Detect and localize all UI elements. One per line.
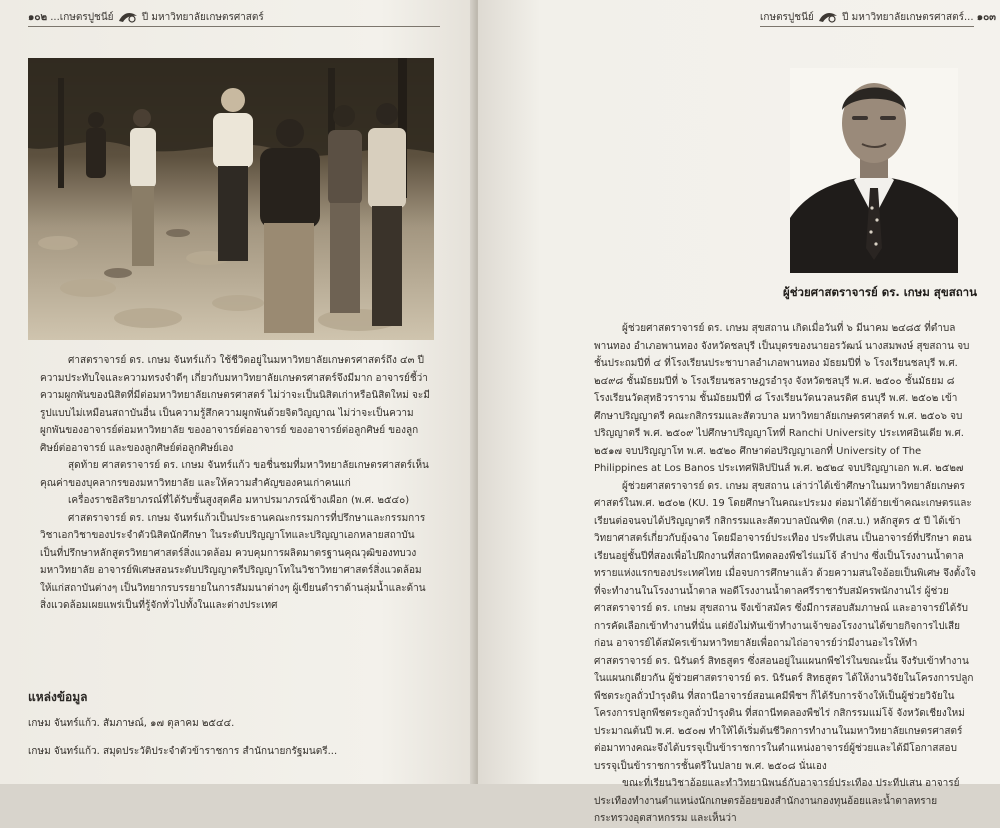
right-paragraph: ผู้ช่วยศาสตราจารย์ ดร. เกษม สุขสถาน เล่าว่าได้เข้าศึกษาในมหาวิทยาลัยเกษตรศาสตร์ในพ.ศ. ๒๕๐๒ (KU. 19 โดยศึกษาในคณะประมง ต่อมาได้ย้ายเข้าคณะเกษตรและเรียนต่อจนจบได้ปริญญาตรี กสิกรรมและสัตวบาลบัณฑิต (กส.บ.) หลักสูตร ๕ ปี ได้เข้าวิทยาศาสตร์เกี่ยวกับยุ้งฉาง โดยมีอาจารย์ประเทือง ประทีปเสน เป็นอาจารย์ที่ปรึกษา ตอนเรียนอยู่ชั้นปีที่สองเพื่อไปฝึกงานที่สถานีทดลองพืชไร่แม่โจ้ ลำปาง ซึ่งเป็นโรงงานน้ำตาลทรายแห่งแรกของประเทศไทย เมื่อจบการศึกษาแล้ว ด้วยความสนใจอ้อยเป็นพิเศษ จึงตั้งใจที่จะทำงานในโรงงานน้ำตาล พอดีโรงงานน้ำตาลศรีราชารับสมัครพนักงานไร่ ผู้ช่วยศาสตราจารย์ ดร. เกษม สุขสถาน จึงเข้าสมัคร ซึ่งมีการสอบสัมภาษณ์ และอาจารย์ได้รับการคัดเลือกเข้าทำงานที่นั่น แต่ยังไม่ทันเข้าทำงานเจ้าของโรงงานได้ขายกิจการไปเสียก่อน อาจารย์ได้สมัครเข้ามหาวิทยาลัยเพื่อถามไถ่อาจารย์ว่ามีงานอะไรให้ทำ ศาสตราจารย์ ดร. นิรันดร์ สิทธสูตร ซึ่งสอนอยู่ในแผนกพืชไร่ในขณะนั้น จึงรับเข้าทำงานในแผนกเดียวกัน ผู้ช่วยศาสตราจารย์ ดร. นิรันดร์ สิทธสูตร ได้ให้งานวิจัยในโครงการปลูกพืชตระกูลถั่วบำรุงดิน ที่สถานีอาจารย์สอนเคมีพืชฯ ก็ได้รับการจ้างให้เป็นผู้ช่วยวิจัยในโครงการปลูกพืชตระกูลถั่วบำรุงดิน ที่สถานีทดลองพืชไร่ กสิกรรมแม่โจ้ จังหวัดเชียงใหม่ ประมาณต้นปี พ.ศ. ๒๕๐๗ ทำให้ได้เริ่มต้นชีวิตการทำงานในมหาวิทยาลัยเกษตรศาสตร์ ต่อมาทางคณะจึงได้บรรจุเป็นข้าราชการในตำแหน่งอาจารย์ผู้ช่วยและได้มีโอกาสสอบบรรจุเป็นข้าราชการชั้นตรีในปลาย พ.ศ. ๒๕๐๘ นั่นเอง [594,480,976,772]
left-book-title: ...เกษตรปูชนีย์ [50,12,114,23]
portrait-caption: ผู้ช่วยศาสตราจารย์ ดร. เกษม สุขสถาน [783,285,977,299]
sources-list [28,710,428,766]
left-university-name: ปี มหาวิทยาลัยเกษตรศาสตร์ [141,12,264,23]
left-paragraph: สุดท้าย ศาสตราจารย์ ดร. เกษม จันทร์แก้ว ขอชื่นชมที่มหาวิทยาลัยเกษตรศาสตร์เห็นคุณค่าของบุคลากรของมหาวิทยาลัย และให้ความสำคัญของคนเก่าคนแก่ [40,460,429,489]
right-paragraph: ขณะที่เรียนวิชาอ้อยและทำวิทยานิพนธ์กับอาจารย์ประเทือง ประทีปเสน อาจารย์ประเทืองทำงานตำแหน่งนักเกษตรอ้อยของสำนักงานกองทุนอ้อยและน้ำตาลทราย กระทรวงอุตสาหกรรม และเห็นว่า [594,778,960,824]
left-running-header [28,10,264,25]
portrait-art [790,68,958,273]
ku-logo-icon [117,10,139,24]
right-book-title: เกษตรปูชนีย์ [760,12,814,23]
right-paragraph: ผู้ช่วยศาสตราจารย์ ดร. เกษม สุขสถาน เกิดเมื่อวันที่ ๖ มีนาคม ๒๔๘๕ ที่ตำบลพานทอง อำเภอพานทอง จังหวัดชลบุรี เป็นบุตรของนายอรวัฒน์ นางสมพงษ์ สุขสถาน จบชั้นประถมปีที่ ๔ ที่โรงเรียนประชาบาลอำเภอพานทอง มัธยมปีที่ ๖ โรงเรียนชลบุรี พ.ศ. ๒๔๙๘ ชั้นมัธยมปีที่ ๖ โรงเรียนชลราษฎรอำรุง จังหวัดชลบุรี พ.ศ. ๒๕๐๐ ชั้นมัธยม ๘ โรงเรียนวัดสุทธิวราราม ชั้นมัธยมปีที่ ๘ โรงเรียนวัดนวลนรดิศ ธนบุรี พ.ศ. ๒๕๐๒ เข้าศึกษาปริญญาตรี คณะกสิกรรมและสัตวบาล มหาวิทยาลัยเกษตรศาสตร์ พ.ศ. ๒๕๐๖ จบปริญญาตรี พ.ศ. ๒๕๐๙ ไปศึกษาปริญญาโทที่ Ranchi University ประเทศอินเดีย พ.ศ. ๒๕๑๗ จบปริญญาโท พ.ศ. ๒๕๒๐ ศึกษาต่อปริญญาเอกที่ University of The Philippines at Los Banos ประเทศฟิลิปปินส์ พ.ศ. ๒๕๒๔ จบปริญญาเอก พ.ศ. ๒๕๒๗ [594,323,970,474]
right-page [478,0,1000,824]
right-university-name: ปี มหาวิทยาลัยเกษตรศาสตร์... [842,12,974,23]
left-paragraph: ศาสตราจารย์ ดร. เกษม จันทร์แก้ว ใช้ชีวิตอยู่ในมหาวิทยาลัยเกษตรศาสตร์ถึง ๔๓ ปี ความประทับใจและความทรงจำดีๆ เกี่ยวกับมหาวิทยาลัยเกษตรศาสตร์จึงมีมาก อาจารย์ชี้ว่าความผูกพันของนิสิตที่มีต่อมหาวิทยาลัยเกษตรศาสตร์ ไม่ว่าจะเป็นนิสิตเก่าหรือนิสิตใหม่ จะมีรูปแบบไม่เหมือนสถาบันอื่น เป็นความรู้สึกความผูกพันด้วยจิตวิญญาณ ไม่ว่าจะเป็นความผูกพันของอาจารย์ต่อมหาวิทยาลัย ของอาจารย์ต่ออาจารย์ ของอาจารย์ต่อลูกศิษย์ ของลูกศิษย์ต่ออาจารย์ และของลูกศิษย์ต่อลูกศิษย์เอง [40,355,430,454]
portrait-photo [790,68,958,273]
right-header-rule [760,26,974,27]
left-paragraph: เครื่องราชอิสริยาภรณ์ที่ได้รับชั้นสูงสุดคือ มหาปรมาภรณ์ช้างเผือก (พ.ศ. ๒๕๔๐) [68,495,410,506]
field-trip-photo-art [28,58,434,340]
left-page-number: ๑๐๒ [28,12,48,23]
right-page-number: ๑๐๓ [976,12,997,23]
left-paragraph: ศาสตราจารย์ ดร. เกษม จันทร์แก้วเป็นประธานคณะกรรมการที่ปรึกษาและกรรมการวิชาเอกวิชาของประจำตัวนิสิตนักศึกษา ในระดับปริญญาโทและปริญญาเอกหลายสถาบัน เป็นที่ปรึกษาหลักสูตรวิทยาศาสตร์สิ่งแวดล้อม ควบคุมการผลิตมาตรฐานคุณวุฒิของทบวงมหาวิทยาลัย อาจารย์พิเศษสอนระดับปริญญาตรีปริญญาโทในวิชาวิทยาศาสตร์สิ่งแวดล้อมให้แก่สถาบันต่างๆ เป็นวิทยากรบรรยายในการสัมมนาต่างๆ ผู้เขียนตำราด้านลุ่มน้ำและด้านสิ่งแวดล้อมเผยแพร่เป็นที่รู้จักทั่วไปทั้งในและต่างประเทศ [40,512,426,611]
left-body-text [40,352,430,615]
right-body-text [594,320,976,828]
source-item: เกษม จันทร์แก้ว. สัมภาษณ์, ๑๗ ตุลาคม ๒๕๔๔. [28,718,235,729]
left-header-rule [28,26,440,27]
ku-logo-icon [817,10,839,24]
source-item: เกษม จันทร์แก้ว. สมุดประวัติประจำตัวข้าราชการ สำนักนายกรัฐมนตรี... [28,746,338,757]
sources-title: แหล่งข้อมูล [28,690,88,704]
field-trip-photo [28,58,434,340]
right-running-header [760,10,996,25]
left-page [0,0,476,784]
